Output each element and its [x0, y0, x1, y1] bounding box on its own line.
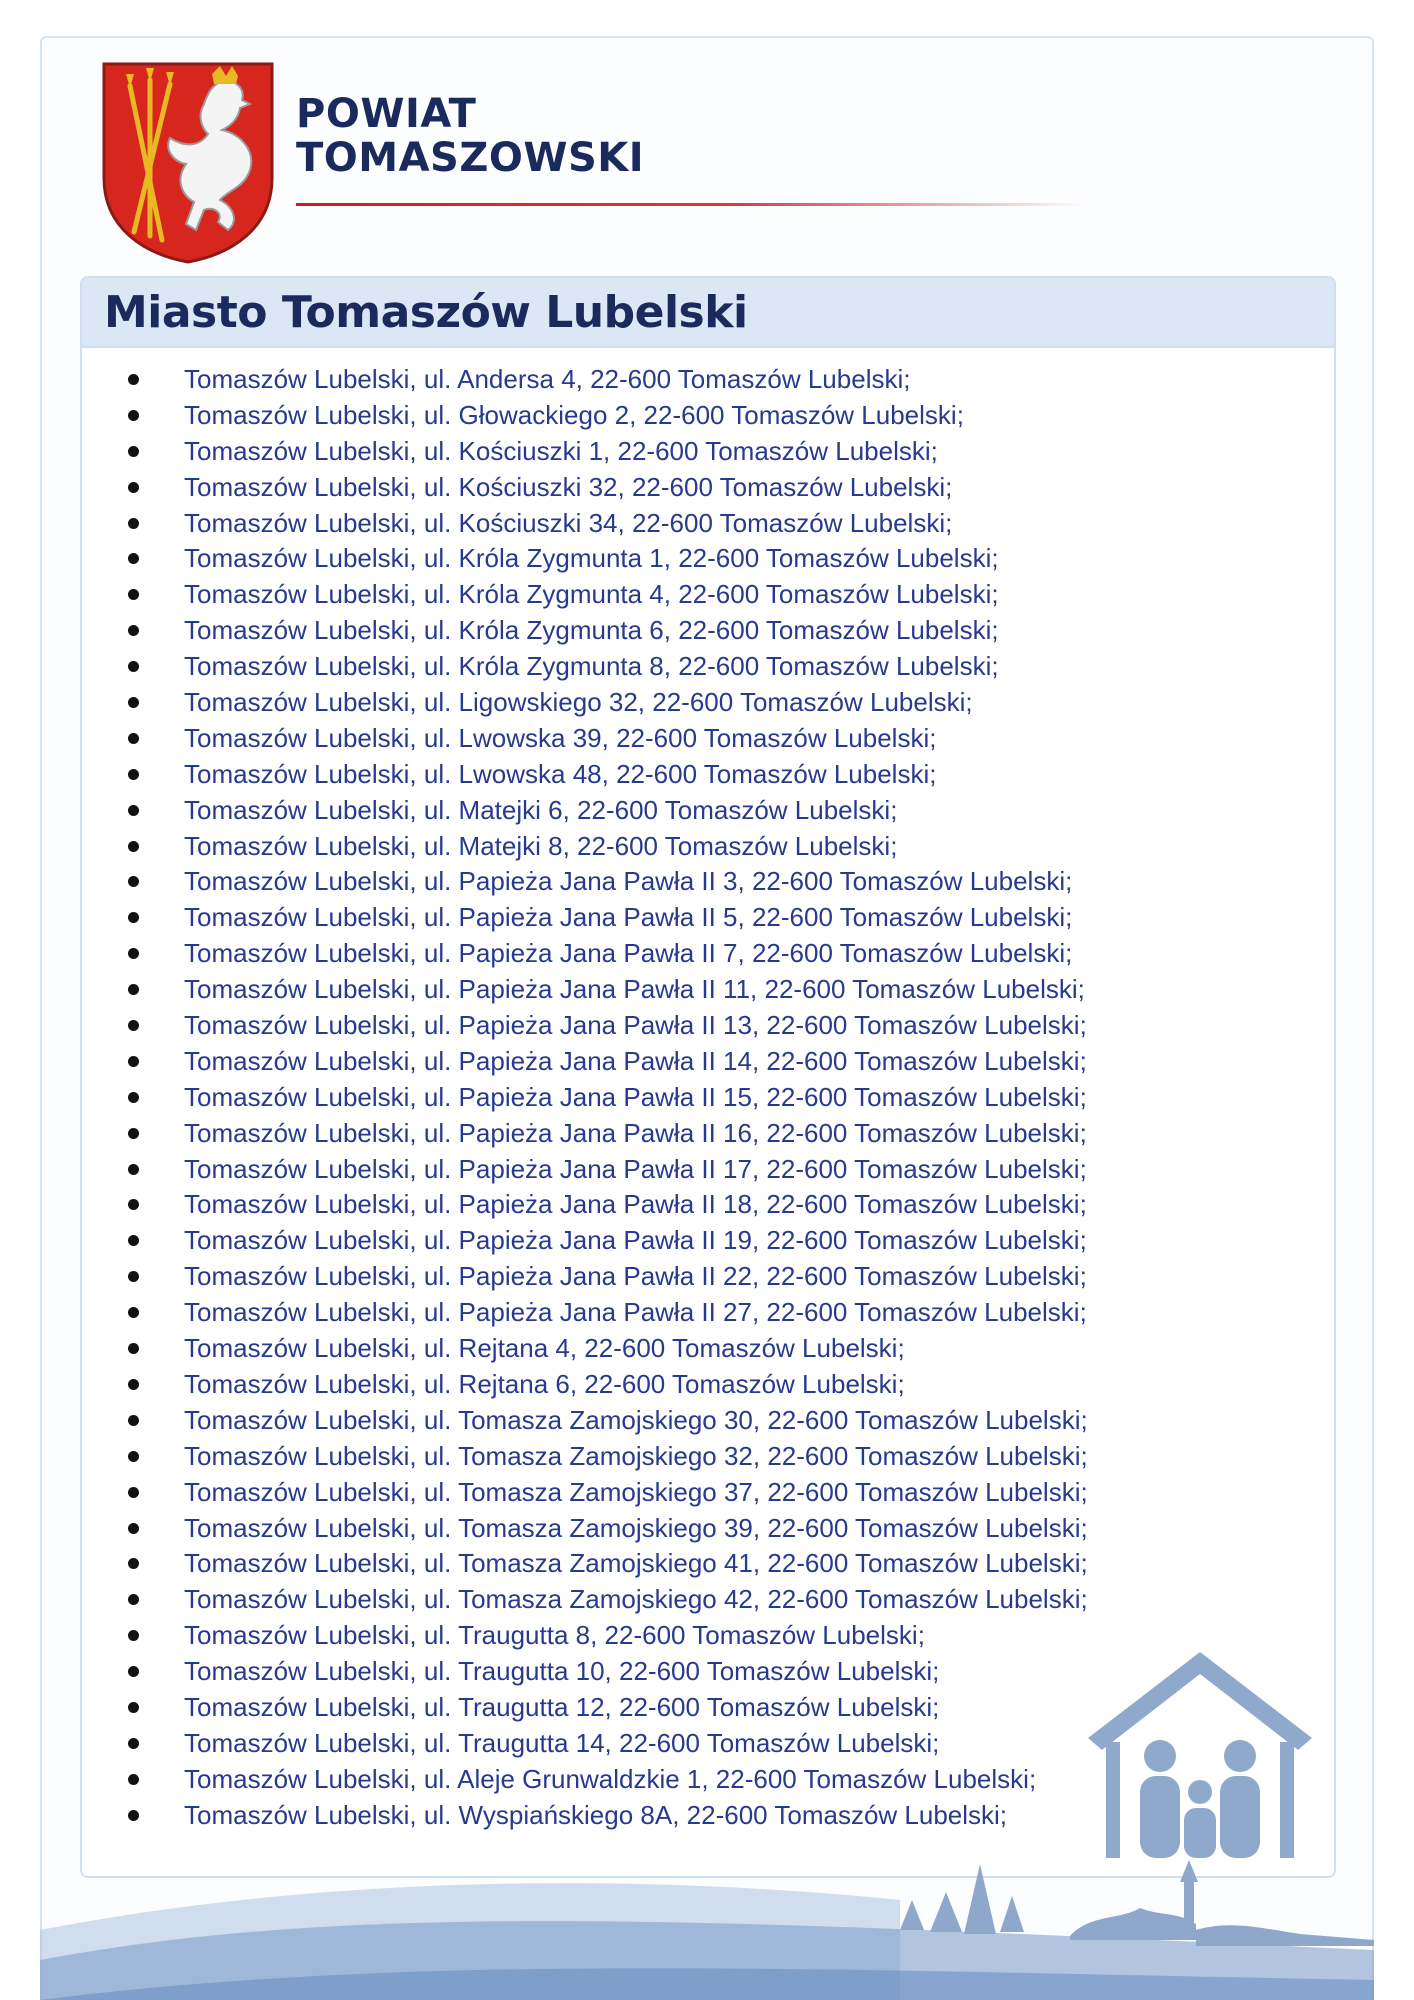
brand-line-powiat: POWIAT — [296, 91, 477, 137]
address-item: Tomaszów Lubelski, ul. Króla Zygmunta 8, 22-600 Tomaszów Lubelski; — [82, 649, 1334, 685]
address-item: Tomaszów Lubelski, ul. Papieża Jana Pawła II 3, 22-600 Tomaszów Lubelski; — [82, 864, 1334, 900]
address-item: Tomaszów Lubelski, ul. Tomasza Zamojskiego 30, 22-600 Tomaszów Lubelski; — [82, 1403, 1334, 1439]
section-title: Miasto Tomaszów Lubelski — [104, 287, 748, 338]
address-item: Tomaszów Lubelski, ul. Rejtana 4, 22-600 Tomaszów Lubelski; — [82, 1331, 1334, 1367]
address-item: Tomaszów Lubelski, ul. Papieża Jana Pawła II 17, 22-600 Tomaszów Lubelski; — [82, 1152, 1334, 1188]
address-item: Tomaszów Lubelski, ul. Lwowska 39, 22-600 Tomaszów Lubelski; — [82, 721, 1334, 757]
address-item: Tomaszów Lubelski, ul. Kościuszki 34, 22-600 Tomaszów Lubelski; — [82, 506, 1334, 542]
address-item: Tomaszów Lubelski, ul. Aleje Grunwaldzkie 1, 22-600 Tomaszów Lubelski; — [82, 1762, 1334, 1798]
address-item: Tomaszów Lubelski, ul. Kościuszki 1, 22-600 Tomaszów Lubelski; — [82, 434, 1334, 470]
address-item: Tomaszów Lubelski, ul. Tomasza Zamojskiego 32, 22-600 Tomaszów Lubelski; — [82, 1439, 1334, 1475]
address-item: Tomaszów Lubelski, ul. Rejtana 6, 22-600 Tomaszów Lubelski; — [82, 1367, 1334, 1403]
address-item: Tomaszów Lubelski, ul. Tomasza Zamojskiego 39, 22-600 Tomaszów Lubelski; — [82, 1511, 1334, 1547]
address-list — [82, 348, 1334, 1834]
brand-title — [296, 92, 644, 180]
coat-of-arms-icon — [100, 60, 276, 264]
address-item: Tomaszów Lubelski, ul. Ligowskiego 32, 22-600 Tomaszów Lubelski; — [82, 685, 1334, 721]
address-item: Tomaszów Lubelski, ul. Papieża Jana Pawła II 13, 22-600 Tomaszów Lubelski; — [82, 1008, 1334, 1044]
address-item: Tomaszów Lubelski, ul. Papieża Jana Pawła II 16, 22-600 Tomaszów Lubelski; — [82, 1116, 1334, 1152]
address-item: Tomaszów Lubelski, ul. Papieża Jana Pawła II 19, 22-600 Tomaszów Lubelski; — [82, 1223, 1334, 1259]
address-item: Tomaszów Lubelski, ul. Matejki 6, 22-600 Tomaszów Lubelski; — [82, 793, 1334, 829]
address-item: Tomaszów Lubelski, ul. Lwowska 48, 22-600 Tomaszów Lubelski; — [82, 757, 1334, 793]
address-item: Tomaszów Lubelski, ul. Papieża Jana Pawła II 27, 22-600 Tomaszów Lubelski; — [82, 1295, 1334, 1331]
address-item: Tomaszów Lubelski, ul. Papieża Jana Pawła II 15, 22-600 Tomaszów Lubelski; — [82, 1080, 1334, 1116]
address-item: Tomaszów Lubelski, ul. Króla Zygmunta 4, 22-600 Tomaszów Lubelski; — [82, 577, 1334, 613]
address-item: Tomaszów Lubelski, ul. Papieża Jana Pawła II 18, 22-600 Tomaszów Lubelski; — [82, 1187, 1334, 1223]
address-item: Tomaszów Lubelski, ul. Kościuszki 32, 22-600 Tomaszów Lubelski; — [82, 470, 1334, 506]
address-item: Tomaszów Lubelski, ul. Traugutta 10, 22-600 Tomaszów Lubelski; — [82, 1654, 1334, 1690]
address-item: Tomaszów Lubelski, ul. Wyspiańskiego 8A, 22-600 Tomaszów Lubelski; — [82, 1798, 1334, 1834]
landscape-decoration — [0, 1860, 1414, 2000]
address-item: Tomaszów Lubelski, ul. Papieża Jana Pawła II 22, 22-600 Tomaszów Lubelski; — [82, 1259, 1334, 1295]
address-item: Tomaszów Lubelski, ul. Traugutta 12, 22-600 Tomaszów Lubelski; — [82, 1690, 1334, 1726]
address-item: Tomaszów Lubelski, ul. Traugutta 14, 22-600 Tomaszów Lubelski; — [82, 1726, 1334, 1762]
address-item: Tomaszów Lubelski, ul. Papieża Jana Pawła II 14, 22-600 Tomaszów Lubelski; — [82, 1044, 1334, 1080]
address-item: Tomaszów Lubelski, ul. Papieża Jana Pawła II 7, 22-600 Tomaszów Lubelski; — [82, 936, 1334, 972]
address-item: Tomaszów Lubelski, ul. Traugutta 8, 22-600 Tomaszów Lubelski; — [82, 1618, 1334, 1654]
address-item: Tomaszów Lubelski, ul. Papieża Jana Pawła II 11, 22-600 Tomaszów Lubelski; — [82, 972, 1334, 1008]
brand-divider — [296, 203, 1086, 206]
panel-header — [82, 278, 1334, 348]
address-item: Tomaszów Lubelski, ul. Papieża Jana Pawła II 5, 22-600 Tomaszów Lubelski; — [82, 900, 1334, 936]
address-item: Tomaszów Lubelski, ul. Tomasza Zamojskiego 41, 22-600 Tomaszów Lubelski; — [82, 1546, 1334, 1582]
address-item: Tomaszów Lubelski, ul. Tomasza Zamojskiego 42, 22-600 Tomaszów Lubelski; — [82, 1582, 1334, 1618]
address-item: Tomaszów Lubelski, ul. Tomasza Zamojskiego 37, 22-600 Tomaszów Lubelski; — [82, 1475, 1334, 1511]
address-item: Tomaszów Lubelski, ul. Króla Zygmunta 6, 22-600 Tomaszów Lubelski; — [82, 613, 1334, 649]
address-item: Tomaszów Lubelski, ul. Głowackiego 2, 22-600 Tomaszów Lubelski; — [82, 398, 1334, 434]
address-item: Tomaszów Lubelski, ul. Matejki 8, 22-600 Tomaszów Lubelski; — [82, 829, 1334, 865]
address-item: Tomaszów Lubelski, ul. Króla Zygmunta 1, 22-600 Tomaszów Lubelski; — [82, 541, 1334, 577]
family-house-icon — [1088, 1652, 1312, 1858]
address-item: Tomaszów Lubelski, ul. Andersa 4, 22-600 Tomaszów Lubelski; — [82, 362, 1334, 398]
address-panel — [80, 276, 1336, 1878]
brand-line-tomaszowski: TOMASZOWSKI — [296, 135, 645, 181]
